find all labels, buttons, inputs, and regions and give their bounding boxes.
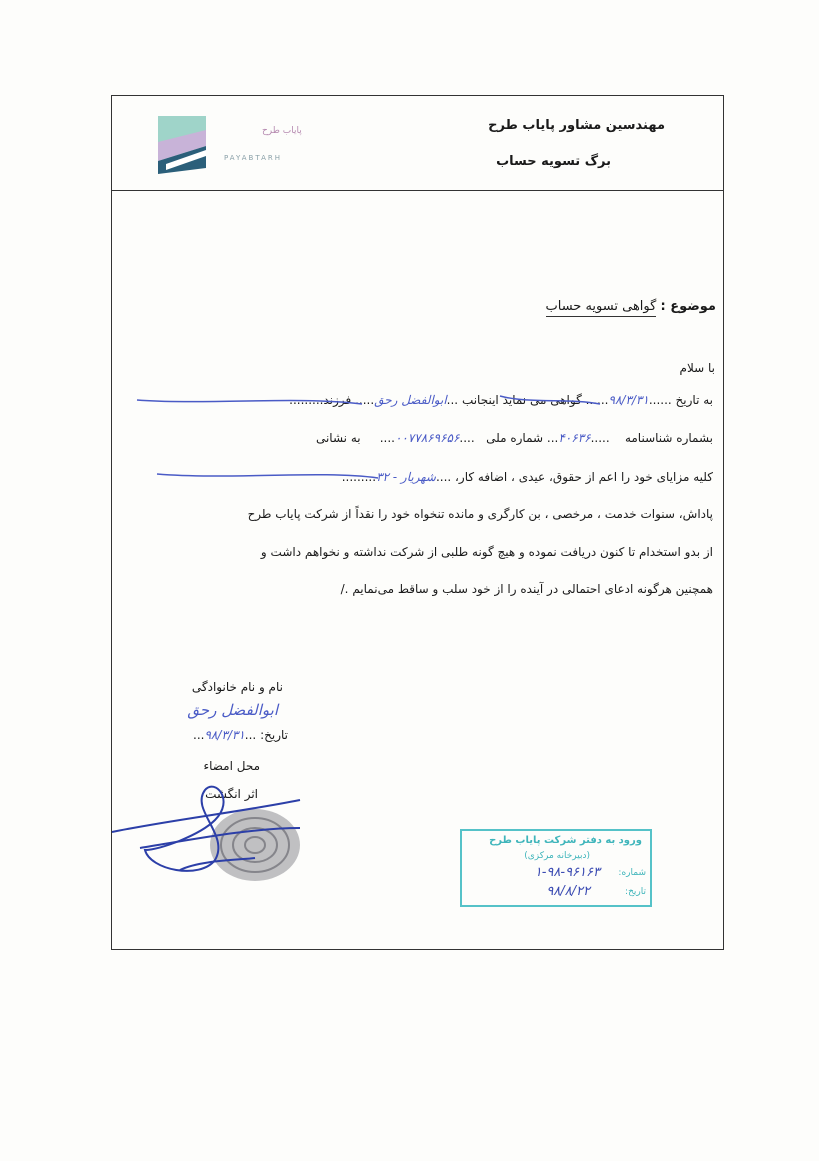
subject-label: موضوع : <box>660 299 716 314</box>
line1-name: ابوالفضل رحق <box>374 393 447 407</box>
logo-text-fa: پایاب طرح <box>262 126 302 136</box>
greeting: با سلام <box>679 361 715 375</box>
line1-prefix: به تاریخ <box>675 393 713 407</box>
line3-text: کلیه مزایای خود را اعم از حقوق، عیدی ، اضافه کار، <box>455 470 713 484</box>
body-line-3: کلیه مزایای خود را اعم از حقوق، عیدی ، اضافه کار، ....شهریار - ۳۲......... <box>341 470 713 484</box>
receipt-stamp <box>460 829 652 907</box>
body-line-1: به تاریخ ......۹۸/۳/۳۱...... گواهی می نماید اینجانب ...ابوالفضل رحق..... فرزند......... <box>289 393 713 407</box>
subject-line <box>546 299 717 314</box>
body-line-6: همچنین هرگونه ادعای احتمالی در آینده را از خود سلب و ساقط می‌نمایم ./ <box>340 582 713 596</box>
line1-date: ۹۸/۳/۳۱ <box>608 393 649 407</box>
stamp-title: ورود به دفتر شرکت پایاب طرح <box>489 835 642 846</box>
stamp-subtitle: (دبیرخانه مرکزی) <box>524 851 590 861</box>
line2-national: ۰۰۷۷۸۶۹۶۵۶ <box>394 431 460 445</box>
body-line-5: از بدو استخدام تا کنون دریافت نموده و هیچ گونه طلبی از شرکت نداشته و نخواهم داشت و <box>260 545 713 559</box>
line2-suffix: به نشانی <box>315 431 361 445</box>
fingerprint-label: اثر انگشت <box>205 787 258 801</box>
name-label: نام و نام خانوادگی <box>191 680 283 694</box>
line1-suffix: فرزند <box>323 393 352 407</box>
name-value: ابوالفضل رحق <box>187 701 278 719</box>
date-value: ۹۸/۳/۳۱ <box>204 728 245 742</box>
document-frame <box>111 95 724 950</box>
line3-address: شهریار - ۳۲ <box>376 470 436 484</box>
stamp-number-value: ۱-۹۸-۹۶۱۶۳ <box>534 865 600 880</box>
line1-middle: گواهی می نماید اینجانب <box>461 393 582 407</box>
date-label: تاریخ: <box>260 728 288 742</box>
line2-id: ۴۰۶۳۶ <box>558 431 591 445</box>
stamp-date-label: تاریخ: <box>625 887 646 897</box>
document-header <box>112 96 723 191</box>
body-line-4: پاداش، سنوات خدمت ، مرخصی ، بن کارگری و مانده تنخواه خود را نقداً از شرکت پایاب طرح <box>247 507 713 521</box>
company-name: مهندسین مشاور پایاب طرح <box>488 118 665 133</box>
subject-text: گواهی تسویه حساب <box>546 299 657 317</box>
logo-text: PAYABTARH <box>224 154 282 162</box>
stamp-date-value: ۹۸/۸/۲۲ <box>546 884 590 899</box>
line2-middle: شماره ملی <box>486 431 544 445</box>
line2-prefix: بشماره شناسنامه <box>624 431 713 445</box>
stamp-number-label: شماره: <box>618 868 646 878</box>
date-row: تاریخ: ...۹۸/۳/۳۱... <box>193 728 288 742</box>
form-title: برگ تسویه حساب <box>496 154 611 169</box>
body-line-2: بشماره شناسنامه .....۴۰۶۳۶... شماره ملی ....۰۰۷۷۸۶۹۶۵۶.... به نشانی <box>315 431 713 445</box>
signature-label: محل امضاء <box>203 759 260 773</box>
